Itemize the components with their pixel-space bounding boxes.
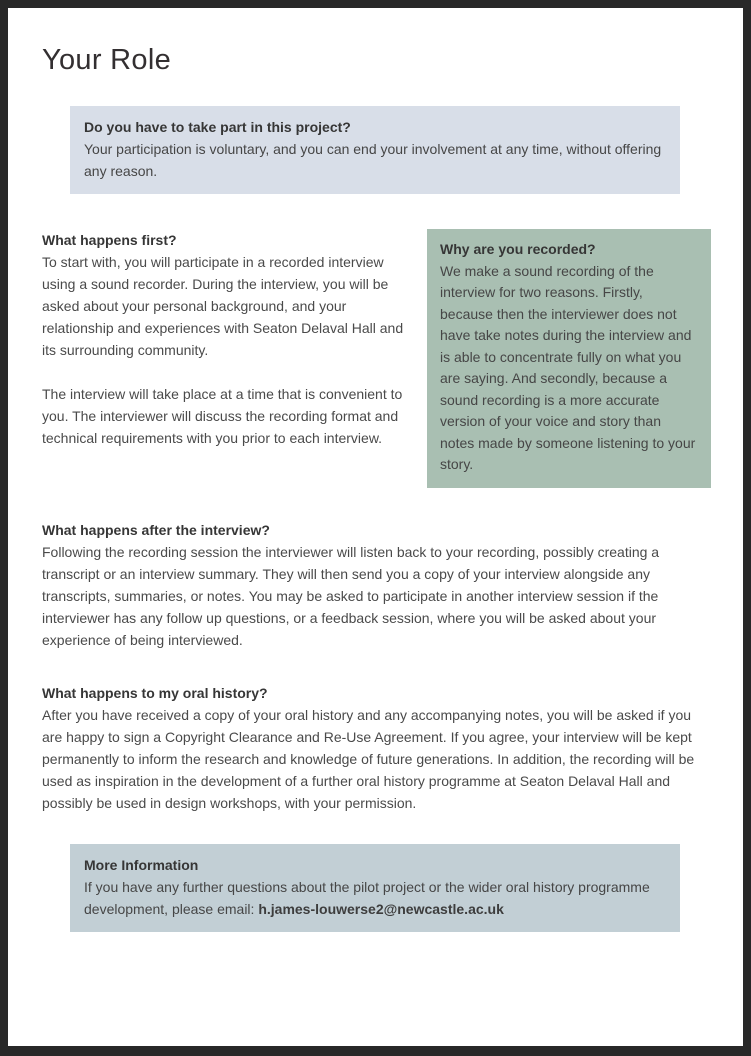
two-column-section [42,229,743,488]
section-heading-what-happens-first: What happens first? [42,232,177,248]
more-information-callout [70,844,680,932]
section-paragraph: To start with, you will participate in a recorded interview using a sound recorder. During the interview, you will be asked about your personal background, and your relationship and experiences with Seaton Delaval Hall and its surrounding community. [42,254,404,358]
section-paragraph: After you have received a copy of your oral history and any accompanying notes, you will be asked if you are happy to sign a Copyright Clearance and Re-Use Agreement. If you agree, your interview will be kept permanently to inform the research and knowledge of future generations. In addition, the recording will be used as inspiration in the development of a further oral history programme at Seaton Delaval Hall and possibly be used in design workshops, with your permission. [42,706,695,811]
section-heading-after-interview: What happens after the interview? [42,521,270,538]
more-info-body-text: If you have any further questions about the pilot project or the wider oral history programme development, please email: [84,878,650,917]
contact-email-link[interactable]: h.james-louwerse2@newcastle.ac.uk [258,900,504,917]
what-happens-after-section [42,519,714,651]
voluntary-callout-body: Your participation is voluntary, and you can end your involvement at any time, without offering any reason. [84,141,662,179]
what-happens-first-section [42,229,417,488]
page-title: Your Role [42,44,171,76]
section-paragraph: Following the recording session the interviewer will listen back to your recording, possibly creating a transcript or an interview summary. They will then send you a copy of your interview alongside any transcripts, summaries, or notes. You may be asked to participate in another interview session if the interviewer has any follow up questions, or a feedback session, where you will be asked about your experience of being interviewed. [42,543,660,648]
why-recorded-callout [427,229,711,488]
voluntary-callout-heading: Do you have to take part in this project? [84,119,351,135]
section-heading-oral-history: What happens to my oral history? [42,684,268,701]
more-info-heading: More Information [84,856,199,873]
oral-history-section [42,682,714,814]
voluntary-participation-callout [70,106,680,194]
recorded-callout-body: We make a sound recording of the interview for two reasons. Firstly, because then the interviewer does not have take notes during the interview and is able to concentrate fully on what you are saying. And secondly, because a sound recording is a more accurate version of your voice and story than notes made by someone listening to your story. [440,262,696,472]
recorded-callout-heading: Why are you recorded? [440,241,596,257]
more-info-body [84,876,666,920]
section-paragraph: The interview will take place at a time that is convenient to you. The interviewer will discuss the recording format and technical requirements with you prior to each interview. [42,386,403,446]
